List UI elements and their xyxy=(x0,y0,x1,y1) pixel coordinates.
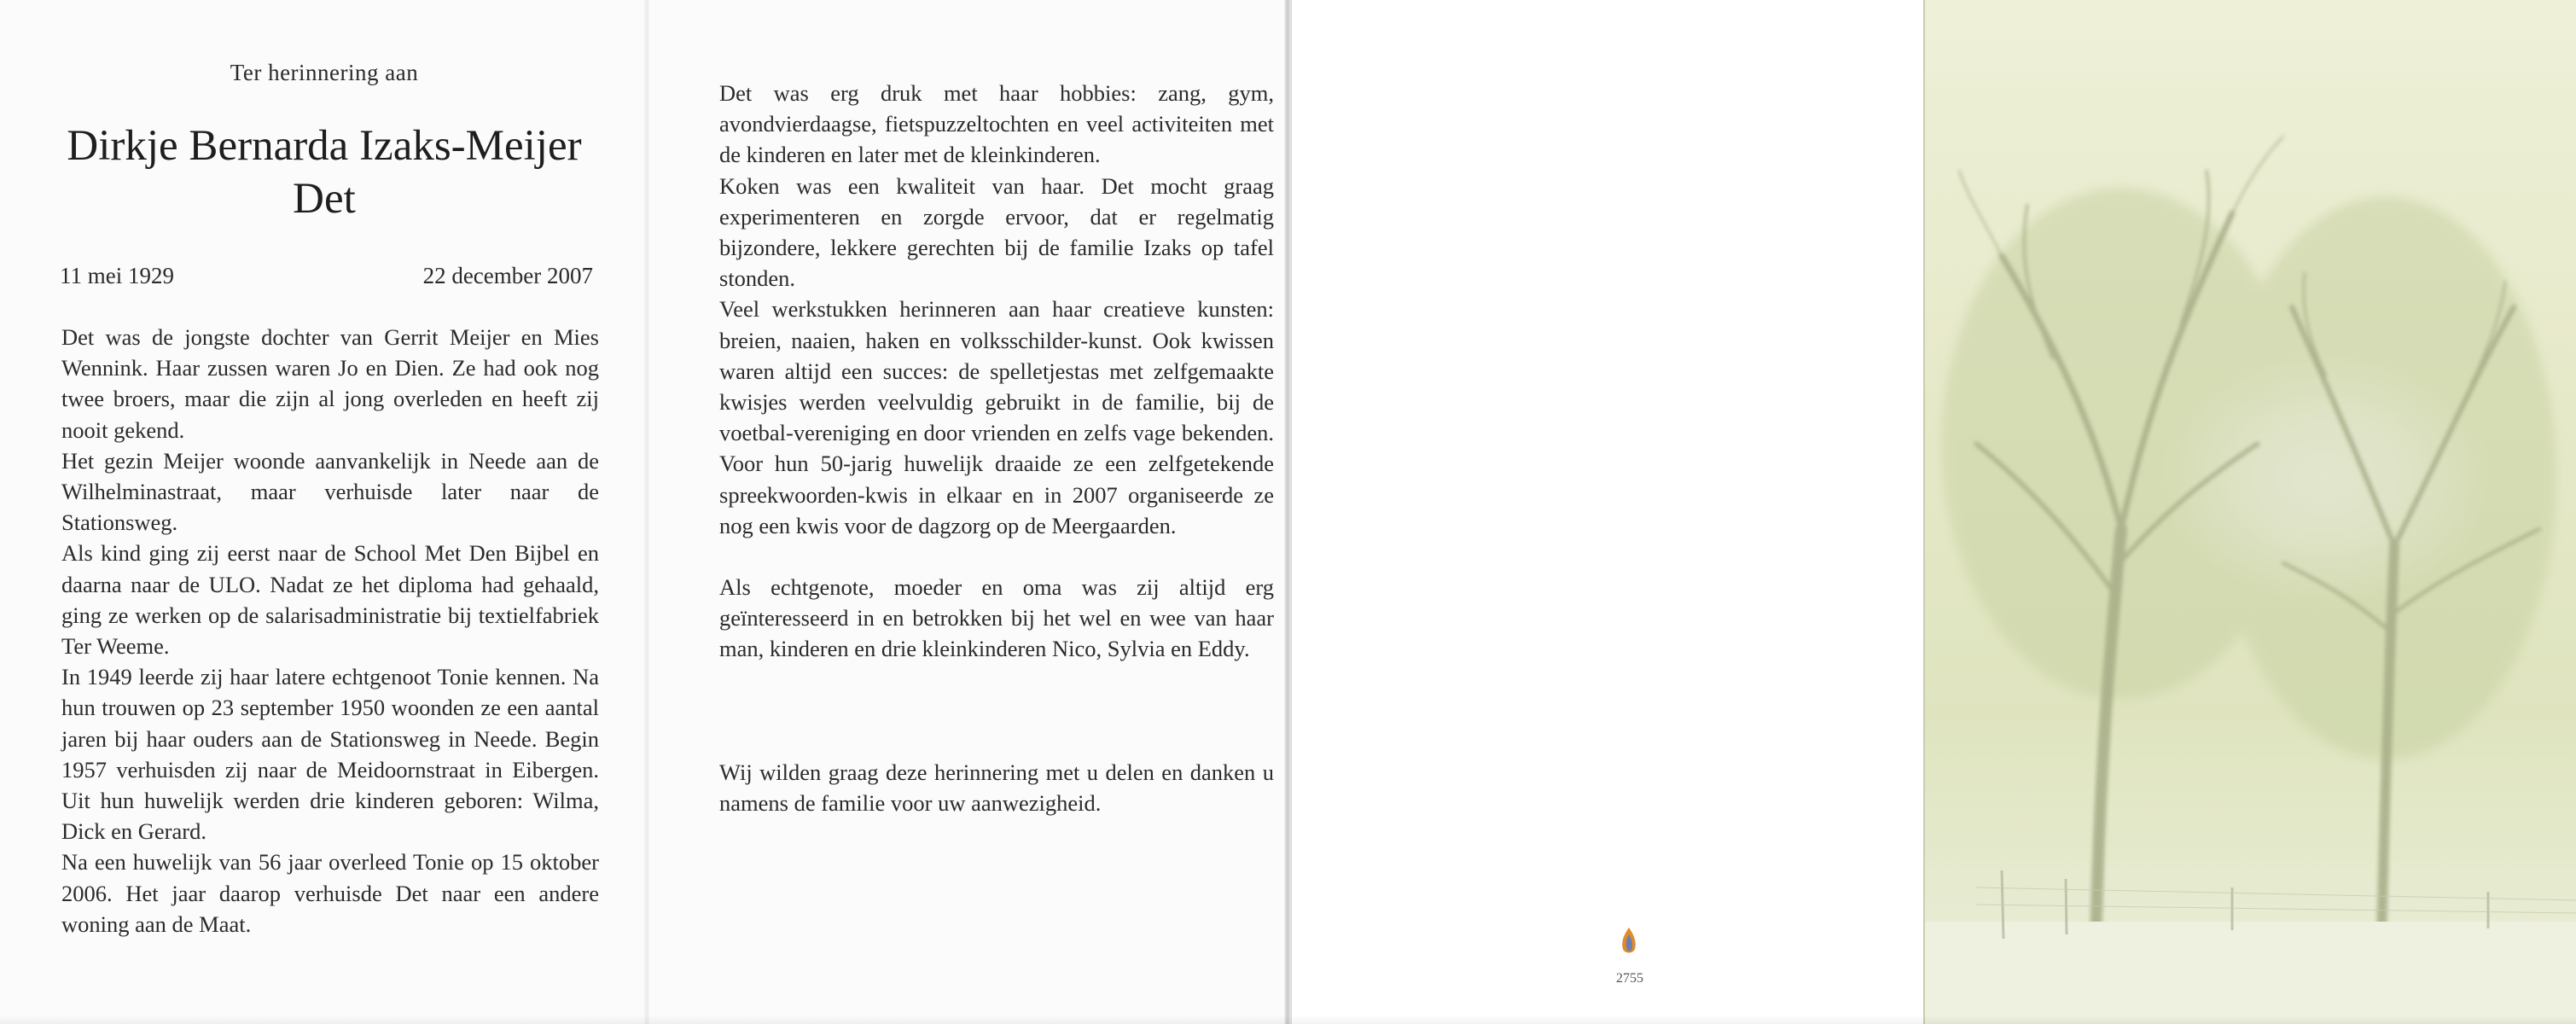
scan-shadow xyxy=(0,1015,2576,1024)
page-fold-center xyxy=(1284,0,1291,1024)
biography-right xyxy=(719,78,1274,818)
printer-number: 2755 xyxy=(1616,971,1643,986)
biography-paragraph: Det was de jongste dochter van Gerrit Meijer en Mies Wennink. Haar zussen waren Jo en Dien. Ze had ook nog twee broers, maar die zijn al jong overleden en heeft zij nooit gekend. xyxy=(61,324,599,443)
biography-paragraph: In 1949 leerde zij haar latere echtgenoot Tonie kennen. Na hun trouwen op 23 september 1950 woonden ze een aantal jaren bij haar ouders aan de Stationsweg in Neede. Begin 1957 verhuisden zij naar de Meidoornstraat in Eibergen. Uit hun huwelijk werden drie kinderen geboren: Wilma, Dick en Gerard. xyxy=(61,664,599,845)
printer-logo-icon xyxy=(1618,926,1640,958)
card-back-page xyxy=(1290,0,1923,1024)
life-dates xyxy=(60,263,593,289)
deceased-full-name: Dirkje Bernarda Izaks-Meijer xyxy=(67,122,582,170)
deceased-nickname: Det xyxy=(293,175,356,223)
biography-left xyxy=(61,322,599,940)
death-date: 22 december 2007 xyxy=(422,263,593,288)
tree-illustration xyxy=(1925,0,2576,1024)
biography-paragraph: Veel werkstukken herinneren aan haar creatieve kunsten: breien, naaien, haken en volksschilder-kunst. Ook kwissen waren altijd een succes: de spelletjestas met zelfgemaakte kwisjes werden veelvuldig gebruikt in de familie, bij de voetbal-vereniging en door vrienden en zelfs vage bekenden. Voor hun 50-jarig huwelijk draaide ze een zelfgetekende spreekwoorden-kwis in elkaar en in 2007 organiseerde ze nog een kwis voor de dagzorg op de Meergaarden. xyxy=(719,296,1274,538)
biography-paragraph: Als kind ging zij eerst naar de School Met Den Bijbel en daarna naar de ULO. Nadat ze het diploma had gehaald, ging ze werken op de salarisadministratie bij textielfabriek Ter Weeme. xyxy=(61,540,599,660)
closing-thanks: Wij wilden graag deze herinnering met u delen en danken u namens de familie voor uw aanwezigheid. xyxy=(719,759,1274,816)
biography-paragraph: Det was erg druk met haar hobbies: zang, gym, avondvierdaagse, fietspuzzeltochten en veel activiteiten met de kinderen en later met de kleinkinderen. xyxy=(719,80,1274,168)
intro-line: Ter herinnering aan xyxy=(230,60,419,85)
winter-tree-photo xyxy=(1923,0,2576,1024)
biography-paragraph: Na een huwelijk van 56 jaar overleed Tonie op 15 oktober 2006. Het jaar daarop verhuisde Det naar een andere woning aan de Maat. xyxy=(61,849,599,937)
biography-paragraph: Koken was een kwaliteit van haar. Det mocht graag experimenteren en zorgde ervoor, dat er regelmatig bijzondere, lekkere gerechten bij de familie Izaks op tafel stonden. xyxy=(719,172,1274,292)
deceased-name-block xyxy=(0,119,648,225)
biography-paragraph: Het gezin Meijer woonde aanvankelijk in Neede aan de Wilhelminastraat, maar verhuisde later naar de Stationsweg. xyxy=(61,447,599,536)
birth-date: 11 mei 1929 xyxy=(60,263,174,288)
biography-paragraph: Als echtgenote, moeder en oma was zij altijd erg geïnteresseerd in en betrokken bij het wel en wee van haar man, kinderen en drie kleinkinderen Nico, Sylvia en Eddy. xyxy=(719,574,1274,662)
